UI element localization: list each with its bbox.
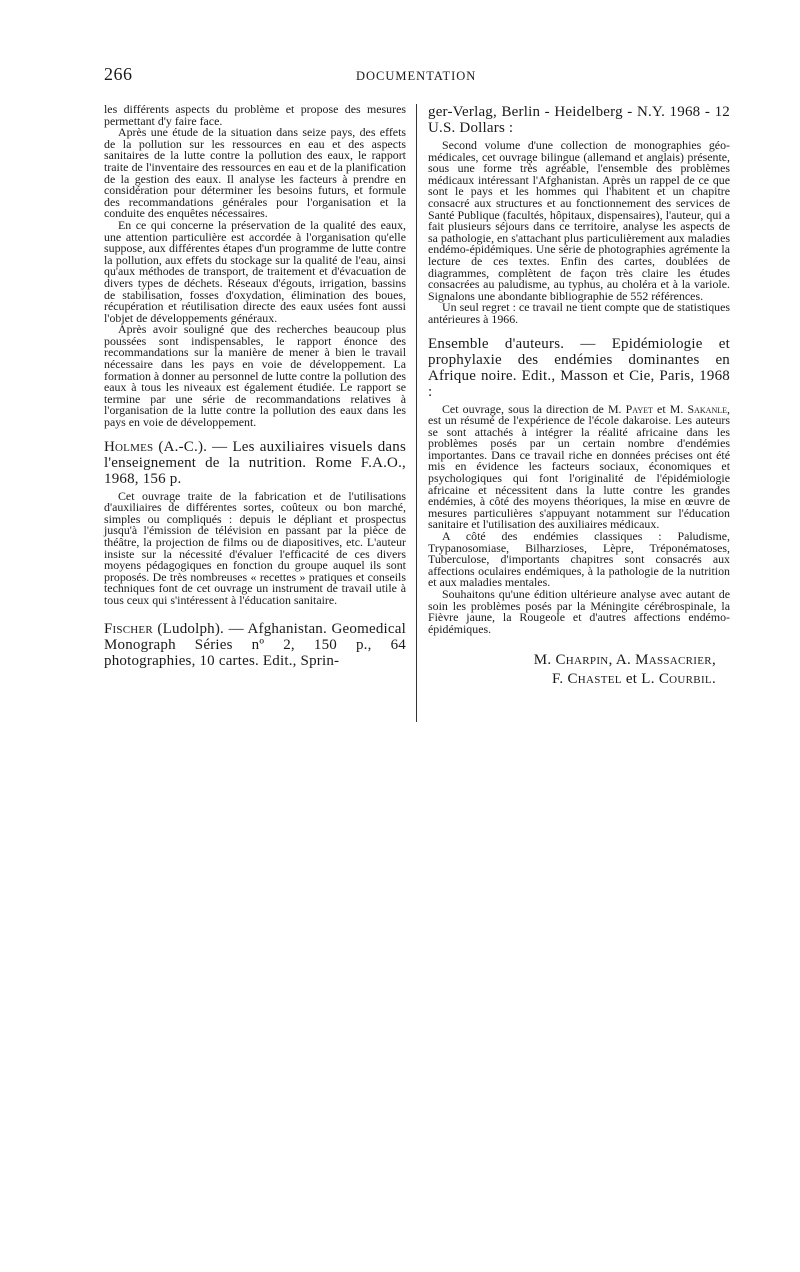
text-run: M.: [533, 652, 556, 669]
entry-citation: (Ludolph). — Afghanistan. Geomedical Monograph Séries nº 2, 150 p., 64 photographies, 10 cartes. Edit., Sprin-: [104, 620, 406, 669]
paragraph: Après avoir souligné que des recherches beaucoup plus poussées sont indispensables, le rapport énonce des recommandations sur la manière de mener à bien le travail nécessaire dans les pays en voie de développement. La formation à donner au personnel de lutte contre la pollution des eaux à tous les niveaux est également étudiée. Le rapport se termine par une série de recommandations relatives à l'organisation de la lutte contre la pollution des eaux dans les pays en voie de développement.: [104, 322, 406, 430]
entry-citation: (A.-C.). — Les auxiliaires visuels dans l'enseignement de la nutrition. Rome F.A.O., 1968, 156 p.: [104, 438, 406, 487]
text-run: , A.: [608, 652, 636, 669]
paragraph: [428, 401, 730, 532]
author-name: Fischer: [104, 620, 153, 637]
paragraph: A côté des endémies classiques : Paludisme, Trypanosomiase, Bilharzioses, Lèpre, Tréponématoses, Tuberculose, d'importants chapitres sont consacrés aux affections oculaires endémiques, à la pathologie de la nutrition et aux maladies mentales.: [428, 529, 730, 590]
paragraph: Un seul regret : ce travail ne tient compte que de statistiques antérieures à 1966.: [428, 300, 730, 326]
text-run: , est un résumé de l'expérience de l'école dakaroise. Les auteurs se sont attachés à intégrer la réalité africaine dans les problèmes posés par un certain nombre d'endémies importantes. Dans ce travail riche en données précises ont été mis en évidence les facteurs sociaux, économiques et psychologiques qui font l'originalité de l'épidémiologie africaine et nécessitent dans la lutte contre les grandes endémies, à côté des moyens théoriques, la mise en œuvre de mesures particulières s'appuyant notamment sur l'éducation sanitaire et l'utilisation des auxiliaires médicaux.: [428, 401, 730, 532]
fischer-entry-title: [104, 621, 406, 669]
paragraph: Cet ouvrage traite de la fabrication et de l'utilisations d'auxiliaires de différentes sortes, coûteux ou bon marché, simples ou compliqués : depuis le dépliant et prospectus jusqu'à l'émission de télévision en passant par la pièce de théâtre, la projection de films ou de diapositives, etc. L'auteur insiste sur la nécessité d'évaluer l'efficacité de ces divers moyens pédagogiques en fonction du groupe auquel ils sont proposés. De très nombreuses « recettes » pratiques et conseils techniques font de cet ouvrage un instrument de travail utile à tous ceux qui s'intéressent à l'éducation sanitaire.: [104, 488, 406, 607]
paragraph: En ce qui concerne la préservation de la qualité des eaux, une attention particulière est accordée à l'organisation qu'elle suppose, aux différentes étapes d'un programme de lutte contre la pollution, aux effets du stockage sur la qualité de l'eau, ainsi qu'aux méthodes de transport, de traitement et d'évacuation de divers types de déchets. Réseaux d'égouts, irrigation, bassins de stabilisation, fosses d'oxydation, élimination des boues, récupération et réutilisation directe des eaux usées font aussi l'objet de développements généraux.: [104, 217, 406, 325]
fischer-entry-title-continued: ger-Verlag, Berlin - Heidelberg - N.Y. 1968 - 12 U.S. Dollars :: [428, 104, 730, 136]
text-run: Cet ouvrage, sous la direction de M.: [442, 401, 626, 416]
column-divider: [416, 104, 417, 722]
text-run: ,: [711, 652, 716, 669]
paragraph: Souhaitons qu'une édition ultérieure analyse avec autant de soin les problèmes posés par la Méningite cérébrospinale, la Fièvre jaune, la Rougeole et d'autres affections endémo-épidémiques.: [428, 587, 730, 636]
signatory-name: Courbil: [658, 671, 712, 688]
paragraph: Après une étude de la situation dans seize pays, des effets de la pollution sur les ressources en eau et des aspects sanitaires de la lutte contre la pollution des eaux, le rapport traite de l'inventaire des ressources en eau et de la planification de la gestion des eaux. Il analyse les facteurs à prendre en considération pour déterminer les besoins futurs, et formule des recommandations générales pour l'organisation et la conduite des enquêtes nécessaires.: [104, 125, 406, 221]
signatory-name: Chastel: [567, 671, 622, 688]
paragraph: les différents aspects du problème et propose des mesures permettant d'y faire face.: [104, 102, 406, 128]
editor-name: Sakanle: [687, 401, 728, 416]
author-name: Holmes: [104, 438, 154, 455]
right-column: [428, 104, 730, 689]
paragraph: Second volume d'une collection de monographies géo-médicales, cet ouvrage bilingue (allemand et anglais) présente, sous une forme très agréable, l'ensemble des problèmes médicaux intéressant l'Afghanistan. Après un rappel de ce que sont le pays et les hommes qui l'habitent et un chapitre consacré aux structures et au fonctionnement des services de Santé Publique (facultés, hôpitaux, dispensaires), l'auteur, qui a fait plusieurs séjours dans ce territoire, analyse les aspects de sa pathologie, en s'attachant plus particulièrement aux maladies endémo-épidémiques. Une série de photographies agrémente la lecture de ces textes. Enfin des cartes, doublées de diagrammes, complètent de façon très claire les études consacrées au paludisme, au typhus, au choléra et à la variole. Signalons une abondante bibliographie de 552 références.: [428, 138, 730, 303]
text-run: F.: [551, 671, 568, 688]
signature-block: [428, 651, 730, 689]
signature-line: [428, 670, 716, 689]
ensemble-entry-title: Ensemble d'auteurs. — Epidémiologie et prophylaxie des endémies dominantes en Afrique noire. Edit., Masson et Cie, Paris, 1968 :: [428, 335, 730, 400]
signatory-name: Massacrier: [635, 652, 712, 669]
signature-line: [428, 651, 716, 670]
text-run: et L.: [621, 671, 659, 688]
editor-name: Payet: [625, 401, 653, 416]
signatory-name: Charpin: [555, 652, 609, 669]
running-title: DOCUMENTATION: [356, 69, 477, 83]
holmes-entry-title: [104, 439, 406, 487]
left-column: [104, 104, 406, 673]
text-run: et M.: [652, 401, 688, 416]
text-run: .: [711, 671, 716, 688]
page-number: 266: [104, 64, 133, 84]
